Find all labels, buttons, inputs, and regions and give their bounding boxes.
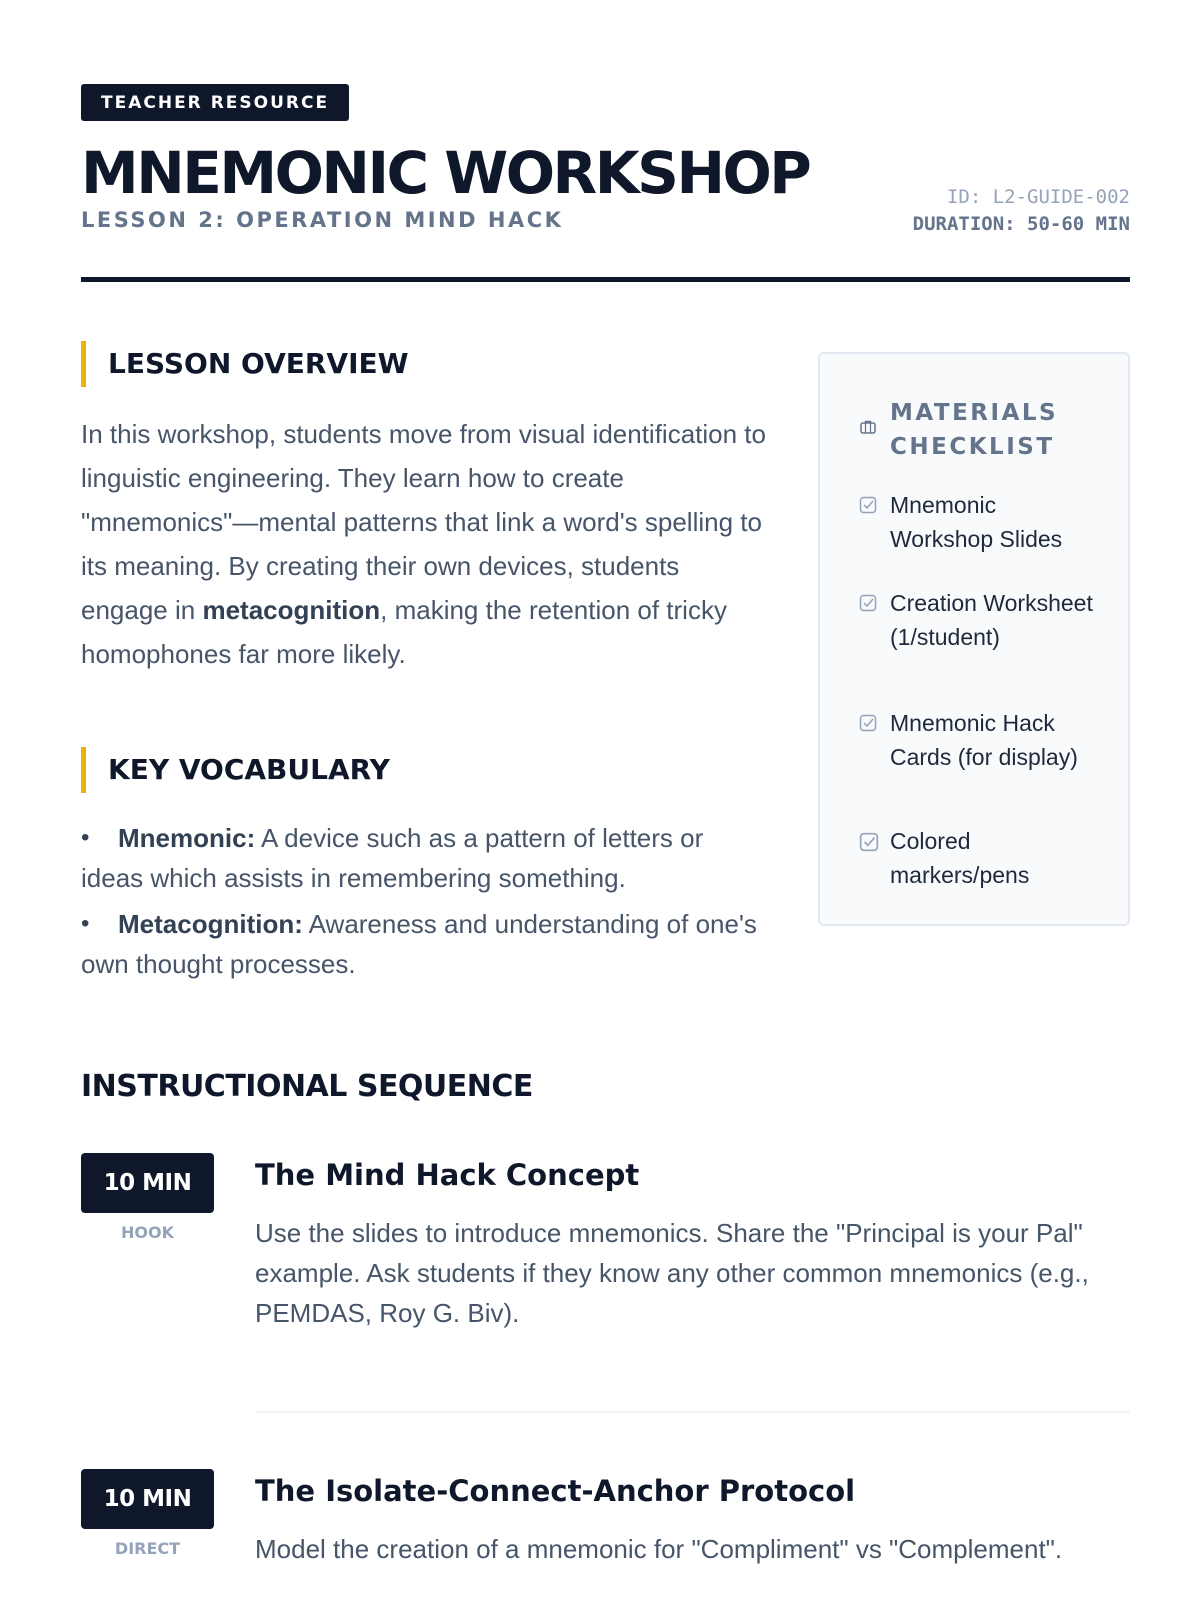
materials-heading-line-1: MATERIALS [890,400,1059,426]
checkbox-icon[interactable] [859,594,877,612]
step-phase: HOOK [121,1223,174,1242]
step-body: Use the slides to introduce mnemonics. Share the "Principal is your Pal" example. Ask students if they know any other common mnemonics (e.g., PEMDAS, Roy G. Biv). [255,1218,1089,1328]
checklist-item-label: Mnemonic Workshop Slides [890,492,1063,552]
checklist-item[interactable] [859,706,1099,774]
overview-text-2: , making the retention of tricky homophones far more likely. [81,595,727,669]
vocab-term: Metacognition: [118,909,303,939]
overview-text-1: In this workshop, students move from visual identification to linguistic engineering. They learn how to create "mnemonics"—mental patterns that link a word's spelling to its meaning. By creating their own devices, students engage in [81,419,766,625]
page-header [81,84,1130,282]
checkbox-icon[interactable] [859,714,877,732]
checkbox-icon[interactable] [859,496,877,514]
document-meta [913,184,1130,238]
overview-section [81,282,1130,1062]
document-id: ID: L2-GUIDE-002 [946,186,1130,208]
vocabulary-list [81,818,761,990]
page-title: MNEMONIC WORKSHOP [81,139,810,207]
step-phase: DIRECT [114,1539,181,1558]
lesson-guide-page [81,84,1130,1062]
step-duration-badge: 10 MIN [81,1153,214,1213]
vocab-term: Mnemonic: [118,823,256,853]
vocab-definition: Awareness and understanding of one's own thought processes. [81,909,757,979]
vocabulary-heading: KEY VOCABULARY [81,747,390,793]
vocab-definition: A device such as a pattern of letters or ideas which assists in remembering something. [81,823,704,893]
document-duration: DURATION: 50-60 MIN [912,213,1130,235]
checklist-item-label: Colored markers/pens [890,828,1030,888]
materials-heading [890,396,1058,464]
checkbox-icon[interactable] [859,832,879,852]
overview-bold-term: metacognition [202,595,381,625]
step-title: The Mind Hack Concept [255,1158,640,1192]
checklist-item[interactable] [859,488,1099,556]
step-body: Model the creation of a mnemonic for "Compliment" vs "Complement". [255,1534,1063,1564]
materials-checklist-card [818,352,1130,926]
step-divider [255,1411,1130,1413]
page-subtitle: LESSON 2: OPERATION MIND HACK [81,208,564,232]
resource-tag: TEACHER RESOURCE [81,84,349,121]
sequence-heading: INSTRUCTIONAL SEQUENCE [81,1069,533,1104]
checklist-item[interactable] [859,586,1099,654]
step-title: The Isolate-Connect-Anchor Protocol [255,1474,856,1508]
vocabulary-item [81,818,761,898]
overview-heading: LESSON OVERVIEW [81,341,409,387]
briefcase-icon [859,418,877,436]
materials-heading-line-2: CHECKLIST [890,434,1055,460]
overview-paragraph [81,412,771,676]
vocabulary-item [81,904,761,984]
checklist-item-label: Mnemonic Hack Cards (for display) [890,710,1078,770]
checklist-item[interactable] [859,824,1099,892]
step-duration-badge: 10 MIN [81,1469,214,1529]
checklist-item-label: Creation Worksheet (1/student) [890,590,1093,650]
